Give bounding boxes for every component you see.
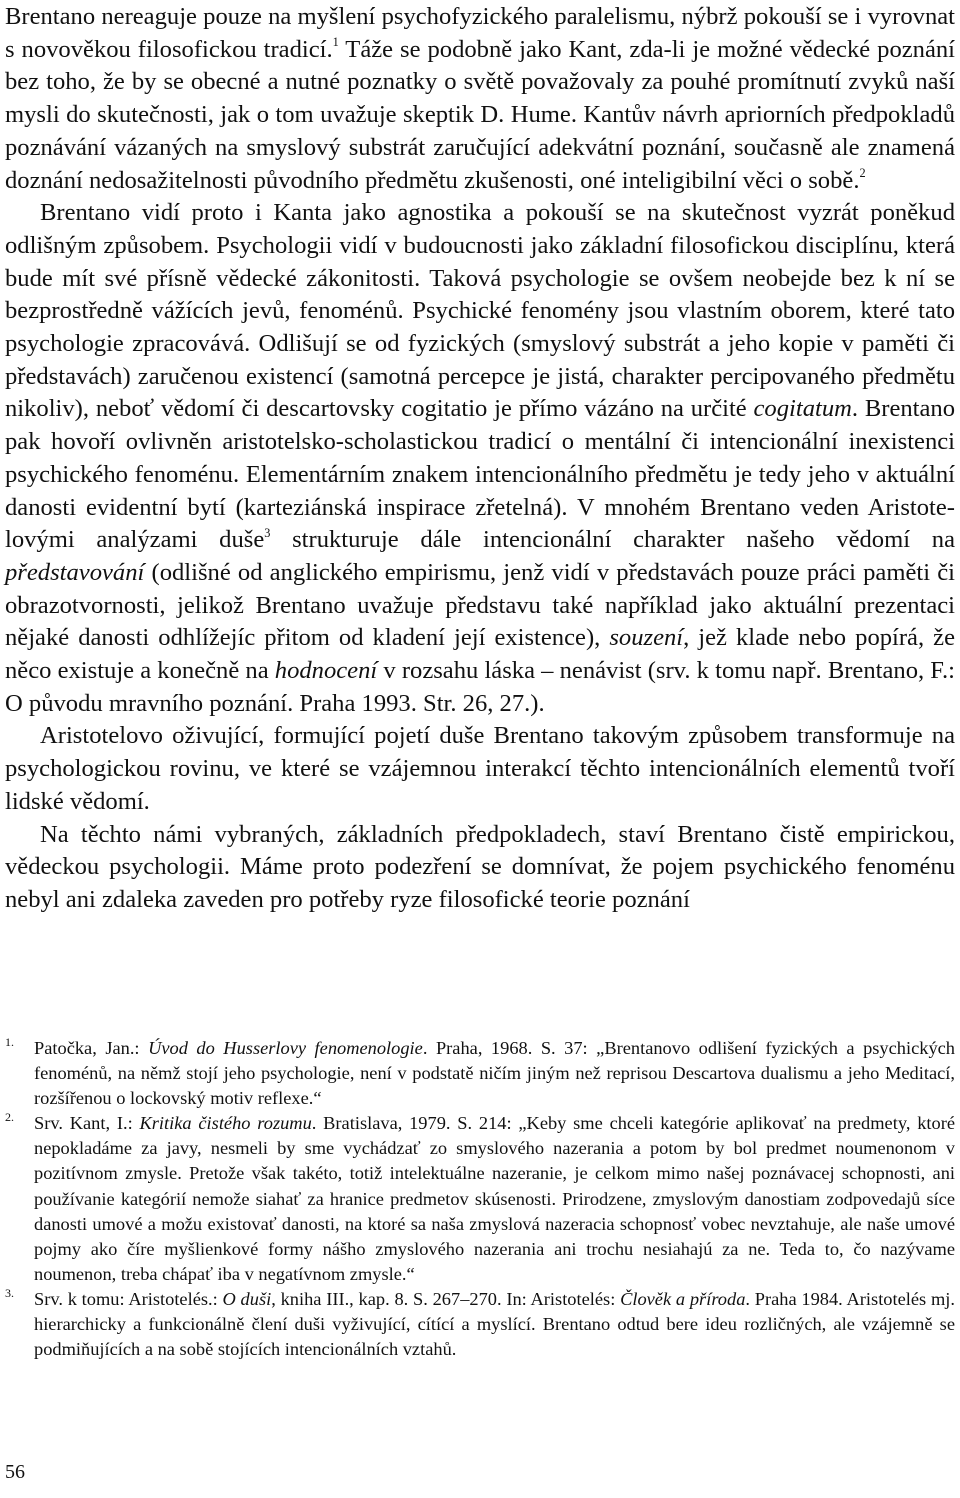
paragraph-1 (5, 1, 955, 197)
paragraph-2 (5, 197, 955, 720)
paragraph-2-text-b: . Brentano pak hovoří ovlivněn aristotelsko-scholastickou tradicí o mentální či intencionální inexistenci psychického fenoménu. Elementárním znakem intencionálního předmětu je tedy jeho v aktuální danosti evidentní bytí (karteziánská inspirace zřetelná). V mnohém Brentano veden Aristotelovými analýzami duše (5, 395, 955, 554)
emphasis-cogitatum: cogitatum (753, 395, 852, 423)
footnote-3-text-a: Srv. k tomu: Aristotelés.: (34, 1288, 223, 1309)
footnote-divider (5, 1000, 145, 1001)
footnote-ref-1: 1 (332, 35, 339, 50)
paragraph-3: Aristotelovo oživující, formující pojetí duše Brentano takovým způsobem transformuje na psychologickou rovinu, ve které se vzájemnou interakcí těchto intencionálních elementů tvoří lidské vědomí. (5, 722, 955, 815)
emphasis-souzeni: souzení (609, 624, 684, 652)
paragraph-2-text-a: Brentano vidí proto i Kanta jako agnostika a pokouší se na skutečnost vyzrát poněkud odlišným způsobem. Psychologii vidí v budoucnosti jako základní filosofickou disciplínu, která bude mít své přísně vědecké zákonitosti. Taková psychologie se ovšem neobejde bez k ní se bezprostředně vážících jevů, fenoménů. Psychické fenomény jsou vlastním oborem, které tato psychologie zpracovává. Odlišují se od fyzických (smyslový substrát a jeho kopie v paměti či představách) zaručenou existencí (samotná percepce je jistá, charakter percipovaného předmětu nikoliv), neboť vědomí či descartovsky cogitatio je přímo vázáno na určité (5, 199, 955, 423)
emphasis-predstavovani: představování (5, 558, 145, 586)
paragraph-2-text-d: (odlišné od anglického empirismu, jenž vidí v představách pouze práci paměti či obrazotvornosti, jelikož Brentano uvažuje představu také například jako aktuální prezentaci nějaké danosti odhlížejíc přitom od kladení její existence), (5, 558, 955, 652)
footnote-3 (5, 1287, 955, 1362)
footnote-3-text-b: , kniha III., kap. 8. S. 267–270. In: Aristotelés: (271, 1288, 621, 1309)
footnote-1 (5, 1036, 955, 1111)
footnote-ref-3: 3 (264, 525, 271, 540)
paragraph-1-text-a: Brentano nereaguje pouze na myšlení psychofyzického paralelismu, nýbrž pokouší se i vyrovnat s novověkou filosofickou tradicí. (5, 3, 955, 63)
footnote-number: 3. (5, 1285, 14, 1300)
footnote-2-title: Kritika čistého rozumu (139, 1113, 312, 1134)
footnote-2-text-a: Srv. Kant, I.: (34, 1113, 140, 1134)
footnote-1-title: Úvod do Husserlovy fenomenologie (148, 1038, 423, 1058)
footnote-number: 1. (5, 1035, 14, 1049)
footnote-3-title-2: Člověk a příroda (620, 1288, 746, 1309)
footnote-2-text-b: . Bratislava, 1979. S. 214: „Keby sme chceli kategórie aplikovať na predmety, ktoré nepokladáme za javy, nesmeli by sme vychádzať zo smyslového nazerania a potom by bol predmet noumenonom v pozitívnom zmysle. Pretože však takéto, totiž intelektuálne nazeranie, je celkom mimo našej poznávacej schopnosti, ani používanie kategórií nemože siahať za hranice predmetov skúsenosti. Prirodzene, zmyslovým danostiam zodpovedajů síce danosti umové a možu existovať danosti, na ktoré sa naša zmyslová nazeracia schopnosť vobec nevztahuje, ale naše umové pojmy ako číre myšlienkové formy nášho zmyslového nazerania ani trochu nesiahajú za ne. Teda to, čo nazývame noumenon, treba chápať iba v negatívnom zmysle.“ (34, 1113, 956, 1284)
paragraph-4: Na těchto námi vybraných, základních předpokladech, staví Brentano čistě empirickou, vědeckou psychologii. Máme proto podezření se domnívat, že pojem psychického fenoménu nebyl ani zdaleka zaveden pro potřeby ryze filosofické teorie poznání (5, 820, 955, 913)
main-text (5, 1, 955, 917)
paragraph-2-text-f: v rozsahu láska – nenávist (srv. k tomu např. Brentano, F.: O původu mravního poznání. Praha 1993. Str. 26, 27.). (5, 657, 955, 717)
footnote-ref-2: 2 (859, 166, 866, 181)
paragraph-2-text-c: strukturuje dále intencionální charakter našeho vědomí na (270, 526, 955, 554)
footnote-3-title-1: O duši (222, 1288, 272, 1309)
footnote-1-text-b: . Praha, 1968. S. 37: „Brentanovo odlišení fyzických a psychických fenoménů, na němž stojí jeho psychologie, není v podstatě ničím jiným než reprisou Descartova dualismu a jeho Meditací, rozšířenou o lockovský motiv reflexe.“ (34, 1038, 956, 1109)
emphasis-hodnoceni: hodnocení (274, 657, 378, 685)
footnote-number: 2. (5, 1110, 14, 1125)
paragraph-2-text-e: , jež klade nebo popírá, že něco existuje a konečně na (5, 624, 955, 685)
page-number: 56 (5, 1461, 25, 1483)
footnote-2 (5, 1111, 955, 1287)
paragraph-1-text-b: Táže se podobně jako Kant, zda-li je možné vědecké poznání bez toho, že by se obecné a nutné poznatky o světě považovaly za pouhé promítnutí zvyků naší mysli do skutečnosti, jak o tom uvažuje skeptik D. Hume. Kantův návrh apriorních předpokladů poznávání vázaných na smyslový substrát zaručující adekvátní poznání, současně ale znamená doznání nedosažitelnosti původního předmětu zkušenosti, oné inteligibilní věci o sobě. (5, 35, 955, 194)
footnote-1-text-a: Patočka, Jan.: (34, 1038, 149, 1058)
footnotes (5, 1036, 955, 1362)
footnote-3-text-c: . Praha 1984. Aristotelés mj. hierarchicky a funkcionálně člení duši vyživující, cítící a myslící. Brentano odtud bere ideu rozličných, ale vzájemně se podmiňujících a na sobě stojících intencionálních vztahů. (34, 1288, 955, 1360)
